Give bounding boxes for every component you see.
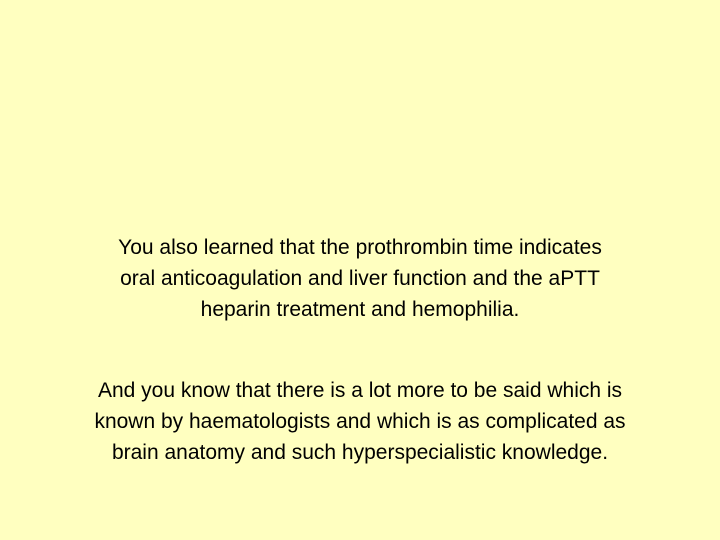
paragraph-line: oral anticoagulation and liver function and the aPTT bbox=[120, 267, 600, 290]
paragraph-prothrombin bbox=[0, 232, 720, 325]
paragraph-line: heparin treatment and hemophilia. bbox=[200, 298, 520, 321]
paragraph-line: You also learned that the prothrombin time indicates bbox=[118, 236, 602, 259]
paragraph-line: And you know that there is a lot more to be said which is bbox=[97, 379, 623, 402]
paragraph-line: brain anatomy and such hyperspecialistic knowledge. bbox=[111, 441, 609, 464]
paragraph-line: known by haematologists and which is as complicated as bbox=[94, 410, 626, 433]
paragraph-haematology bbox=[0, 375, 720, 468]
